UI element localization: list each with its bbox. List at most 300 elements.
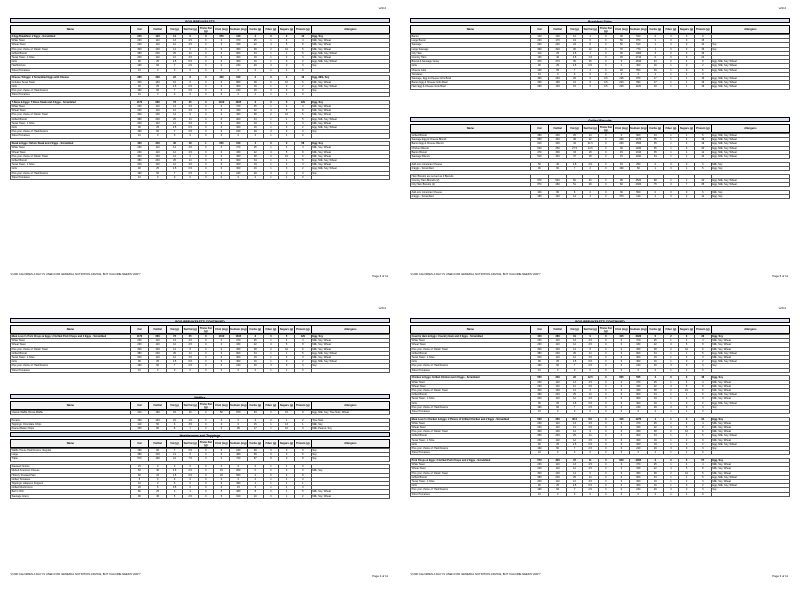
nutrient-value: 24 (567, 43, 583, 47)
nutrient-value: 4.5 (582, 356, 598, 360)
item-name: Toppings: Jalapeno Peppers (11, 481, 131, 485)
allergens-cell: Egg, Soy (711, 194, 789, 198)
nutrient-value: 0 (679, 68, 695, 72)
nutrient-value: 360 (530, 77, 548, 81)
nutrient-value: 225 (614, 85, 630, 89)
nutrient-value: 0 (198, 93, 214, 97)
nutrient-value: 300 (229, 126, 247, 130)
nutrient-value: 2.5 (182, 494, 198, 498)
nutrient-value: 0 (598, 183, 614, 187)
nutrient-value: 300 (530, 471, 548, 475)
nutrient-value: 260 (530, 43, 548, 47)
nutrient-value: 95 (614, 178, 630, 182)
nutrient-value: 0 (198, 453, 214, 457)
nutrient-value: 25 (549, 442, 567, 446)
nutrient-value: 0 (214, 465, 230, 469)
nutrient-value: 0 (214, 343, 230, 347)
nutrient-value: 1 (279, 477, 295, 481)
nutrient-value: 34 (247, 158, 263, 162)
nutrient-value: 1 (263, 360, 279, 364)
nutrient-value: 7 (167, 449, 183, 453)
nutrient-value: 230 (530, 39, 548, 43)
allergens-cell: Milk, Soy, Wheat (711, 397, 789, 401)
nutrient-value: 90 (530, 484, 548, 488)
nutrient-value: 30 (582, 178, 598, 182)
column-header: Chol (mg) (214, 26, 230, 34)
nutrient-value: 0 (598, 430, 614, 434)
nutrient-value: 2 (279, 356, 295, 360)
nutrient-value: 510 (530, 155, 548, 159)
nutrient-value: 320 (549, 47, 567, 51)
nutrient-value: 75 (647, 183, 663, 187)
nutrient-value: 73 (167, 335, 183, 339)
nutrient-value: 0 (294, 477, 311, 481)
allergens-cell: Egg, Milk, Soy, Wheat (311, 158, 389, 162)
nutrient-value: 28 (582, 183, 598, 187)
nutrient-value: 230 (149, 158, 167, 162)
nutrition-table (410, 34, 790, 90)
nutrient-value: 3 (694, 447, 711, 451)
nutrient-value: 0 (198, 113, 214, 117)
nutrient-value: 0 (229, 93, 247, 97)
nutrient-value: 1815 (229, 335, 247, 339)
nutrient-value: 220 (614, 81, 630, 85)
nutrient-value: 1 (263, 351, 279, 355)
nutrient-value: 33 (567, 150, 583, 154)
allergens-cell: Milk, Soy, Wheat (311, 105, 389, 109)
nutrient-value: 190 (130, 171, 148, 175)
nutrient-value: 1 (663, 484, 679, 488)
nutrient-value: 14 (182, 117, 198, 121)
item-name: Chicken & Eggs: Grilled Chicken and 2 Eggs - Scrambled (411, 376, 531, 380)
nutrient-value: 19 (694, 85, 711, 89)
nutrient-value: 25 (149, 84, 167, 88)
nutrient-value: 1 (263, 68, 279, 72)
allergens-cell: Milk, Soy, Wheat (311, 146, 389, 150)
item-name: White Toast (11, 105, 131, 109)
nutrient-value: 8 (294, 343, 311, 347)
nutrient-value: 0 (598, 376, 614, 380)
nutrient-value: 190 (130, 449, 148, 453)
nutrient-value: 7 (567, 364, 583, 368)
nutrient-value: 25 (647, 380, 663, 384)
nutrient-value: 110 (549, 356, 567, 360)
nutrient-value: 0.5 (582, 442, 598, 446)
nutrient-value: 17 (647, 81, 663, 85)
nutrient-value: 25 (567, 134, 583, 138)
item-name: Wheat Toast (11, 109, 131, 113)
nutrient-value: 2.5 (582, 364, 598, 368)
nutrient-value: 8 (694, 426, 711, 430)
nutrient-value: 4 (679, 380, 695, 384)
nutrient-value: 0 (198, 335, 214, 339)
item-name: Grits (411, 484, 531, 488)
nutrient-value: 10 (130, 93, 148, 97)
nutrient-value: 40 (549, 56, 567, 60)
nutrient-value: 240 (130, 35, 148, 39)
nutrient-value: 3 (263, 130, 279, 134)
nutrient-value: 10 (530, 368, 548, 372)
nutrient-value: 22 (694, 56, 711, 60)
item-name: Plus your choice of: Hashbrowns (411, 447, 531, 451)
item-name: Country Ham (411, 56, 531, 60)
nutrient-value: 380 (229, 490, 247, 494)
allergens-cell: Soy (311, 453, 389, 457)
nutrient-value: 0 (167, 465, 183, 469)
nutrient-value: 610 (229, 142, 247, 146)
nutrient-value: 6 (294, 47, 311, 51)
nutrient-value: 230 (130, 146, 148, 150)
nutrient-value: 8 (294, 411, 311, 415)
nutrient-value: 2 (663, 471, 679, 475)
column-header: Carbs (g) (647, 125, 663, 133)
nutrient-value: 18 (582, 155, 598, 159)
nutrient-value: 0 (279, 360, 295, 364)
nutrient-value: 0 (567, 492, 583, 496)
nutrient-value: 0 (229, 418, 247, 422)
nutrient-value: 100 (549, 35, 567, 39)
column-header: Protein (g) (294, 402, 311, 410)
nutrient-value: 410 (130, 411, 148, 415)
nutrient-value: 4 (263, 109, 279, 113)
nutrient-value: 380 (530, 393, 548, 397)
nutrient-value: 0 (647, 190, 663, 194)
nutrient-value: 13 (567, 380, 583, 384)
nutrient-value: 130 (549, 430, 567, 434)
nutrient-value: 110 (549, 339, 567, 343)
nutrient-value: 0 (198, 35, 214, 39)
nutrient-value: 0 (679, 47, 695, 51)
nutrient-value: 2 (247, 35, 263, 39)
nutrient-value: 300 (229, 84, 247, 88)
nutrient-value: 0 (598, 162, 614, 166)
nutrient-value: 2 (679, 178, 695, 182)
nutrient-value: 390 (229, 481, 247, 485)
nutrient-value: 0 (149, 175, 167, 179)
nutrient-value: 0 (614, 447, 630, 451)
nutrient-value: 15 (149, 473, 167, 477)
allergens-cell: Milk, Soy, Wheat (711, 471, 789, 475)
page-number: Page 3 of 11 (772, 574, 788, 578)
nutrient-value: 6 (182, 80, 198, 84)
nutrient-value: 30 (694, 146, 711, 150)
item-name: Grilled Biscuit (11, 117, 131, 121)
nutrient-value: 0 (214, 56, 230, 60)
allergens-cell: Soy (711, 488, 789, 492)
nutrient-value: 6 (182, 113, 198, 117)
nutrient-value: 300 (229, 360, 247, 364)
nutrient-value: 5 (130, 477, 148, 481)
nutrient-value: 0 (598, 39, 614, 43)
nutrient-value: 0 (598, 421, 614, 425)
column-header: FatCal (549, 326, 567, 334)
nutrient-value: 29 (247, 88, 263, 92)
nutrient-value: 8 (582, 43, 598, 47)
item-name: Bacon Egg & Cheese Grits Bowl (411, 81, 531, 85)
nutrient-value: 5 (679, 384, 695, 388)
nutrient-value: 900 (229, 117, 247, 121)
allergens-cell: Milk, Soy, Wheat (711, 426, 789, 430)
nutrient-value: 0 (198, 171, 214, 175)
nutrient-value: 0 (263, 142, 279, 146)
column-header-row (10, 439, 390, 448)
nutrient-value: 4 (679, 339, 695, 343)
item-name: Sliced Tomatoes (11, 93, 131, 97)
nutrient-value: 10 (182, 411, 198, 415)
nutrient-value: 4.5 (182, 343, 198, 347)
nutrient-value: 0 (279, 88, 295, 92)
nutrient-value: 140 (530, 35, 548, 39)
allergens-cell: Egg, Milk, Soy, Wheat (311, 84, 389, 88)
column-header: Trans Fat (g) (599, 125, 612, 132)
nutrient-value: 0 (549, 492, 567, 496)
nutrient-value: 25 (149, 126, 167, 130)
nutrient-value: 0 (182, 486, 198, 490)
nutrient-value: 870 (629, 77, 647, 81)
item-name: White Toast (11, 339, 131, 343)
nutrient-value: 190 (149, 457, 167, 461)
nutrient-value: 0 (214, 68, 230, 72)
nutrient-value: 16 (247, 126, 263, 130)
nutrient-value: 15 (694, 77, 711, 81)
item-name: Bacon Biscuit (411, 150, 531, 154)
nutrient-value: 44 (567, 142, 583, 146)
nutrient-value: 7 (679, 183, 695, 187)
nutrient-value: 0 (182, 465, 198, 469)
allergens-cell (311, 368, 389, 372)
nutrient-value: 110 (549, 467, 567, 471)
nutrient-value: 0 (614, 430, 630, 434)
nutrient-value: 0 (294, 68, 311, 72)
nutrient-value: 160 (149, 411, 167, 415)
table-row (11, 368, 390, 372)
nutrient-value: 6 (582, 388, 598, 392)
nutrient-value: 2 (263, 113, 279, 117)
nutrient-value: 0 (598, 335, 614, 339)
nutrient-value: 4 (582, 35, 598, 39)
item-name: Grilled Biscuit (11, 158, 131, 162)
nutrient-value: 0 (679, 162, 695, 166)
nutrient-value: 0 (614, 397, 630, 401)
nutrient-value: 0 (214, 146, 230, 150)
item-name: Grilled Tomatoes (11, 477, 131, 481)
nutrient-value: 1 (263, 93, 279, 97)
nutrient-value: 87 (247, 457, 263, 461)
item-name: Wheat Toast (11, 343, 131, 347)
nutrient-value: 6 (694, 166, 711, 170)
item-name: Sausage Gravy (11, 494, 131, 498)
column-header: Sat Fat (g) (182, 26, 198, 34)
nutrient-value: 16 (694, 51, 711, 55)
nutrient-value: 0 (198, 360, 214, 364)
nutrient-value: 660 (149, 100, 167, 104)
nutrient-value: 13 (167, 339, 183, 343)
nutrient-value: 0 (279, 126, 295, 130)
nutrient-value: 0.5 (598, 77, 614, 81)
nutrient-value: 12 (294, 35, 311, 39)
nutrient-value: 0 (598, 475, 614, 479)
nutrient-value: 53 (247, 411, 263, 415)
nutrient-value: 14 (167, 47, 183, 51)
nutrient-value: 14 (582, 134, 598, 138)
column-header: Fiber (g) (263, 26, 279, 34)
nutrient-value: 1 (263, 121, 279, 125)
item-name: Plus your choice of: Hashbrowns (411, 364, 531, 368)
nutrient-value: 0 (198, 39, 214, 43)
nutrient-value: 660 (149, 335, 167, 339)
nutrient-value: 8 (694, 384, 711, 388)
nutrition-table (10, 448, 390, 499)
nutrient-value: 16 (694, 81, 711, 85)
nutrient-value: 1 (647, 47, 663, 51)
column-header: Sugars (g) (279, 440, 295, 448)
nutrient-value: 25 (549, 64, 567, 68)
item-name: White Toast (11, 146, 131, 150)
column-header: Protein (g) (694, 125, 711, 133)
nutrient-value: 0 (663, 190, 679, 194)
nutrient-value: 230 (149, 351, 167, 355)
nutrient-value: 2.5 (567, 401, 583, 405)
nutrient-value: 0 (598, 492, 614, 496)
nutrient-value: 26 (567, 77, 583, 81)
nutrient-value: 805 (614, 376, 630, 380)
nutrient-value: 2 (247, 134, 263, 138)
nutrient-value: 4 (263, 343, 279, 347)
nutrient-value: 0 (663, 162, 679, 166)
column-header: Carbs (g) (247, 402, 263, 410)
nutrient-value: 0 (149, 481, 167, 485)
item-name: Grits (11, 84, 131, 88)
nutrient-value: 2.5 (182, 469, 198, 473)
nutrient-value: 555 (629, 376, 647, 380)
nutrient-value: 22 (167, 76, 183, 80)
nutrient-value: 1010 (214, 335, 230, 339)
nutrient-value: 900 (229, 351, 247, 355)
nutrient-value: 50 (614, 39, 630, 43)
nutrient-value: 300 (530, 430, 548, 434)
nutrient-value: 1 (679, 150, 695, 154)
nutrient-value: 0 (263, 76, 279, 80)
nutrient-value: 110 (149, 150, 167, 154)
allergens-cell: Soy (711, 43, 789, 47)
allergens-cell: Milk, Soy, Wheat (711, 343, 789, 347)
item-name: T-Bone & Eggs: T-Bone Steak and 2 Eggs - Scrambled (11, 100, 131, 104)
nutrient-value: 415 (614, 335, 630, 339)
nutrient-value: 4 (694, 421, 711, 425)
nutrient-value: 550 (629, 68, 647, 72)
nutrient-value: 0 (598, 51, 614, 55)
nutrient-value: 1 (663, 442, 679, 446)
column-header: Name (11, 440, 131, 448)
nutrient-value: 13 (167, 146, 183, 150)
nutrient-value: 1 (663, 339, 679, 343)
nutrient-value: 380 (530, 134, 548, 138)
section-title: Hashbrowns and Toppings (10, 432, 390, 437)
nutrient-value: 5 (694, 434, 711, 438)
nutrient-value: 840 (614, 458, 630, 462)
nutrient-value: 170 (549, 39, 567, 43)
nutrient-value: 270 (549, 60, 567, 64)
nutrient-value: 1 (279, 368, 295, 372)
nutrient-value: 1 (279, 486, 295, 490)
nutrient-value: 0 (598, 388, 614, 392)
nutrient-value: 190 (530, 364, 548, 368)
nutrient-value: 900 (629, 434, 647, 438)
nutrient-value: 65 (549, 68, 567, 72)
nutrient-value: 0 (198, 347, 214, 351)
nutrient-value: 870 (629, 39, 647, 43)
column-header: Sugars (g) (679, 125, 695, 133)
nutrient-value: 0 (214, 351, 230, 355)
nutrient-value: 7 (567, 405, 583, 409)
nutrient-value: 80 (549, 190, 567, 194)
nutrient-value: 130 (149, 113, 167, 117)
nutrient-value: 90 (530, 401, 548, 405)
nutrient-value: 30 (614, 146, 630, 150)
column-header: Trans Fat (g) (599, 26, 612, 33)
nutrient-value: 340 (549, 155, 567, 159)
nutrient-value: 3 (294, 356, 311, 360)
nutrient-value: 360 (229, 154, 247, 158)
nutrient-value: 190 (130, 88, 148, 92)
version-label: v20.2 (778, 6, 786, 10)
nutrient-value: 2 (294, 126, 311, 130)
nutrient-value: 10 (247, 494, 263, 498)
item-name: Sliced Tomatoes (411, 368, 531, 372)
section-title: Grilled Biscuits (410, 117, 790, 122)
item-name: Sliced Tomatoes (11, 68, 131, 72)
nutrient-value: 4.5 (182, 121, 198, 125)
nutrient-value: 0.5 (182, 126, 198, 130)
item-name: Add-ons: American Cheese (411, 162, 531, 166)
nutrient-value: 4 (694, 380, 711, 384)
nutrient-value: 2 (263, 154, 279, 158)
item-name: Cheese Grits (411, 68, 531, 72)
nutrient-value: 0 (598, 43, 614, 47)
calorie-disclaimer: "2,000 CALORIES A DAY IS USED FOR GENERAL NUTRITION ADVICE, BUT CALORIE NEEDS VARY" (410, 272, 541, 276)
nutrient-value: 130 (549, 471, 567, 475)
nutrient-value: 0 (598, 356, 614, 360)
nutrient-value: 8 (294, 457, 311, 461)
nutrient-value: 0 (198, 47, 214, 51)
nutrient-value: 230 (530, 380, 548, 384)
allergens-cell: Egg, Soy (711, 166, 789, 170)
allergens-cell: Milk, Soy, Wheat (311, 339, 389, 343)
nutrient-value: 300 (530, 347, 548, 351)
nutrient-value: 0 (214, 43, 230, 47)
nutrient-value: 90 (130, 360, 148, 364)
nutrient-value: 0 (614, 471, 630, 475)
nutrient-value: 0 (598, 56, 614, 60)
nutrient-value: 12 (167, 121, 183, 125)
nutrient-value: 48 (567, 138, 583, 142)
nutrient-value: 21.5 (582, 142, 598, 146)
nutrient-value: 0 (598, 409, 614, 413)
nutrient-value: 1.5 (167, 473, 183, 477)
nutrient-value: 15 (214, 469, 230, 473)
nutrient-value: 90 (530, 442, 548, 446)
nutrient-value: 0 (679, 405, 695, 409)
nutrient-value: 0 (614, 72, 630, 76)
nutrient-value: 110 (149, 56, 167, 60)
nutrient-value: 0 (598, 64, 614, 68)
item-name: Grilled Biscuit (411, 393, 531, 397)
nutrient-value: 4 (663, 467, 679, 471)
nutrient-value: 0 (167, 93, 183, 97)
allergens-cell: Milk, Soy, Wheat (311, 121, 389, 125)
nutrient-value: 360 (229, 47, 247, 51)
nutrient-value: 1 (663, 380, 679, 384)
